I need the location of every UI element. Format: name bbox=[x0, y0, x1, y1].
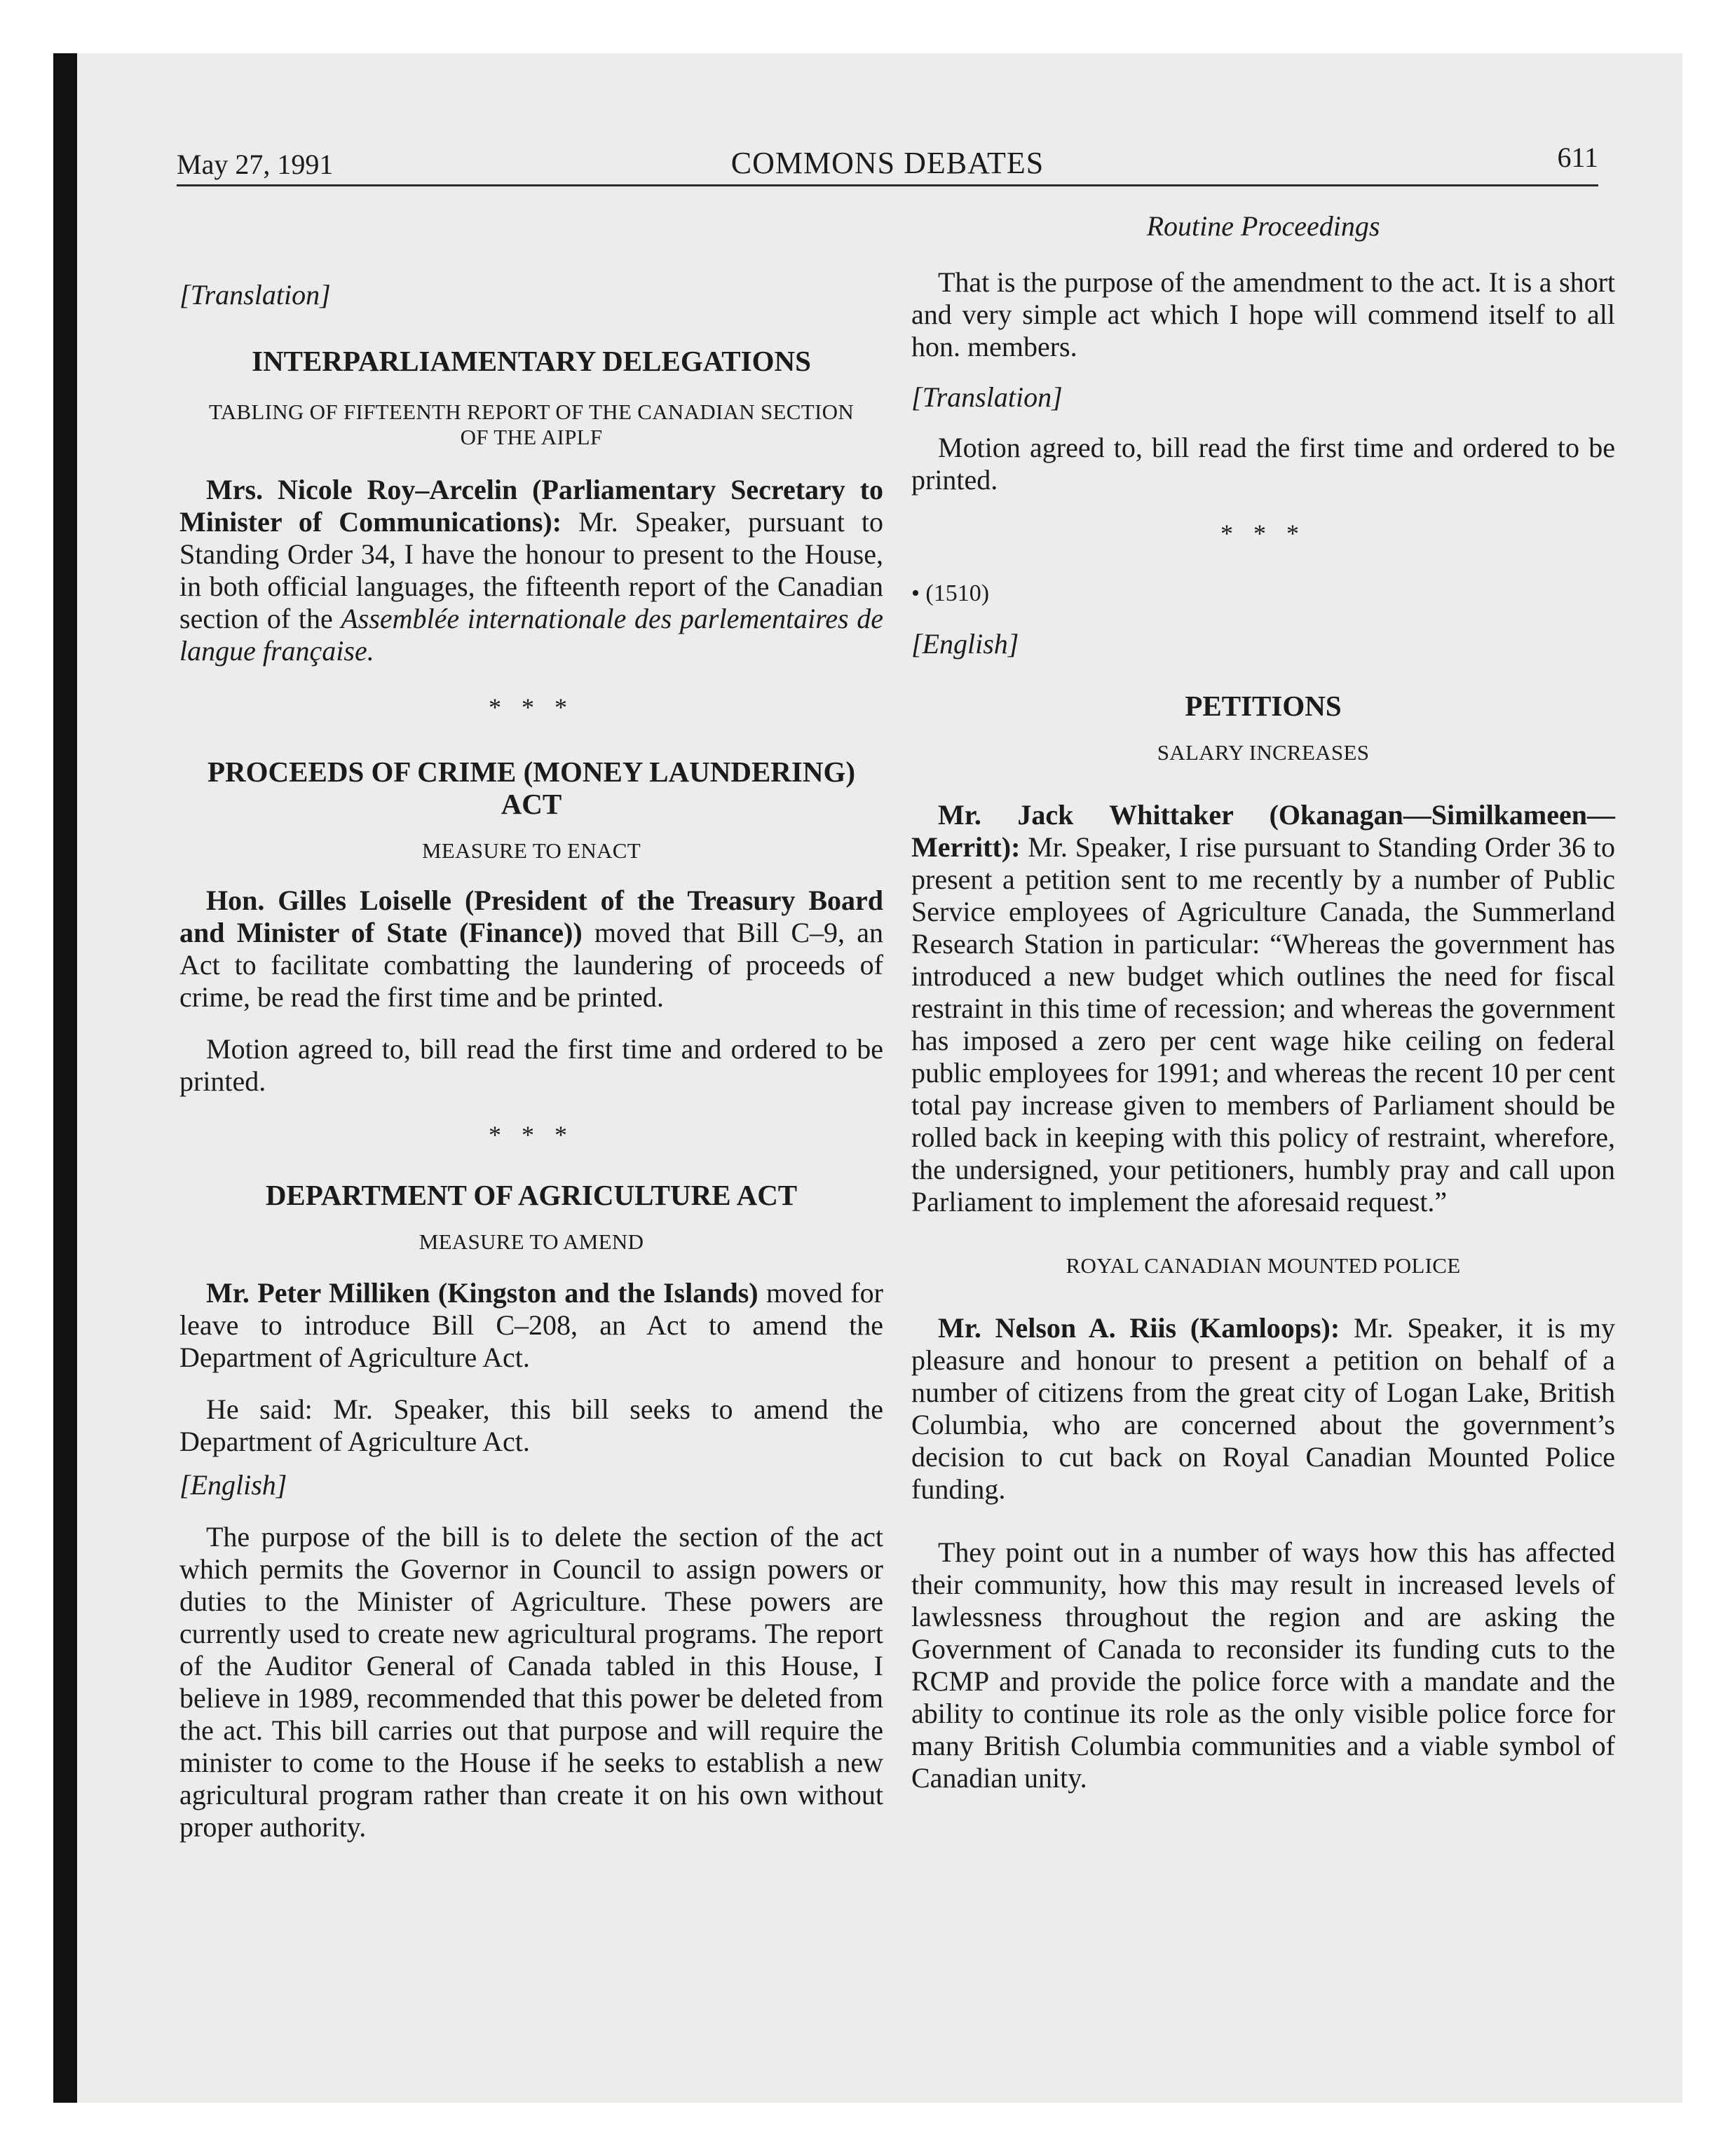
subheading-rcmp: ROYAL CANADIAN MOUNTED POLICE bbox=[1066, 1253, 1461, 1278]
left-column bbox=[179, 210, 883, 1843]
speaker-milliken: Mr. Peter Milliken (Kingston and the Islands) bbox=[206, 1277, 758, 1309]
paragraph-he-said: He said: Mr. Speaker, this bill seeks to amend the Department of Agriculture Act. bbox=[179, 1393, 883, 1457]
right-column bbox=[911, 210, 1615, 1794]
speaker-riis: Mr. Nelson A. Riis (Kamloops): bbox=[938, 1312, 1340, 1344]
speech-milliken: moved for leave to introduce Bill C–208, an Act to amend the Department of Agriculture Act. bbox=[179, 1277, 883, 1373]
subheading-tabling-report: TABLING OF FIFTEENTH REPORT OF THE CANADIAN SECTION OF THE AIPLF bbox=[208, 400, 855, 449]
translation-tag: [Translation] bbox=[911, 381, 1063, 413]
speaker-roy-arcelin: Mrs. Nicole Roy–Arcelin (Parliamentary Secretary to Minister of Communications): bbox=[179, 474, 883, 538]
paragraph-roy-arcelin bbox=[179, 474, 883, 667]
section-heading-petitions: PETITIONS bbox=[1185, 690, 1342, 722]
speaker-loiselle: Hon. Gilles Loiselle (President of the Treasury Board and Minister of State (Finance)) bbox=[179, 885, 883, 948]
subheading-measure-to-amend: MEASURE TO AMEND bbox=[419, 1229, 644, 1254]
section-separator: * * * bbox=[489, 1121, 574, 1149]
english-tag: [English] bbox=[911, 628, 1019, 660]
page-header bbox=[177, 140, 1598, 186]
paragraph-bill-purpose: The purpose of the bill is to delete the section of the act which permits the Governor in Council to assign powers or duties to the Minister of Agriculture. These powers are currently used to create new agricultural programs. The report of the Auditor General of Canada tabled in this House, I believe in 1989, recommended that this power be deleted from the act. This bill carries out that purpose and will require the minister to come to the House if he seeks to establish a new agricultural program rather than create it on his own without proper authority. bbox=[179, 1521, 883, 1843]
section-heading-delegations: INTERPARLIAMENTARY DELEGATIONS bbox=[252, 345, 811, 377]
speech-loiselle: moved that Bill C–9, an Act to facilitate combatting the laundering of proceeds of crime, be read the first time and be printed. bbox=[179, 917, 883, 1013]
speech-roy-arcelin: Mr. Speaker, pursuant to Standing Order 34, I have the honour to present to the House, in both official languages, the fifteenth report of the Canadian section of the bbox=[179, 506, 883, 634]
speaker-whittaker: Mr. Jack Whittaker (Okanagan—Similkameen—Merritt): bbox=[911, 799, 1615, 863]
assemblee-name: Assemblée internationale des parlementaires de langue française. bbox=[179, 603, 883, 667]
paragraph-milliken bbox=[179, 1277, 883, 1374]
scan-edge-shadow bbox=[53, 53, 77, 2103]
speech-whittaker: Mr. Speaker, I rise pursuant to Standing Order 36 to present a petition sent to me recently by a number of Public Service employees of Agriculture Canada, the Summerland Research Station in particular: “Whereas the government has introduced a new budget which outlines the need for fiscal restraint in this time of recession; and whereas the government has imposed a zero per cent wage hike ceiling on federal public employees for 1991; and whereas the recent 10 per cent total pay increase given to members of Parliament should be rolled back in keeping with this policy of restraint, wherefore, the undersigned, your petitioners, humbly pray and call upon Parliament to implement the aforesaid request.” bbox=[911, 831, 1615, 1217]
motion-agreed-bill-c208: Motion agreed to, bill read the first time and ordered to be printed. bbox=[911, 432, 1615, 496]
section-separator: * * * bbox=[1220, 519, 1306, 547]
english-tag: [English] bbox=[179, 1469, 287, 1501]
paragraph-whittaker bbox=[911, 799, 1615, 1218]
subheading-salary-increases: SALARY INCREASES bbox=[1157, 740, 1370, 765]
header-page-number: 611 bbox=[1557, 142, 1598, 173]
speech-riis: Mr. Speaker, it is my pleasure and honour to present a petition on behalf of a number of citizens from the great city of Logan Lake, British Columbia, who are concerned about the government’s decision to cut back on Royal Canadian Mounted Police funding. bbox=[911, 1312, 1615, 1505]
motion-agreed-bill-c9: Motion agreed to, bill read the first time and ordered to be printed. bbox=[179, 1033, 883, 1097]
running-head: Routine Proceedings bbox=[1146, 210, 1380, 242]
section-heading-agriculture-act: DEPARTMENT OF AGRICULTURE ACT bbox=[265, 1179, 798, 1211]
subheading-measure-to-enact: MEASURE TO ENACT bbox=[422, 838, 641, 863]
time-marker: • (1510) bbox=[911, 580, 990, 606]
paragraph-riis-continued: They point out in a number of ways how this has affected their community, how this may result in increased levels of lawlessness throughout the region and are asking the Government of Canada to reconsider its funding cuts to the RCMP and provide the police force with a mandate and the ability to continue its role as the only visible police force for many British Columbia communities and a viable symbol of Canadian unity. bbox=[911, 1536, 1615, 1794]
paragraph-loiselle bbox=[179, 885, 883, 1014]
section-separator: * * * bbox=[489, 693, 574, 721]
translation-tag: [Translation] bbox=[179, 279, 331, 311]
header-title: COMMONS DEBATES bbox=[730, 146, 1045, 180]
paragraph-amendment-purpose: That is the purpose of the amendment to the act. It is a short and very simple act which I hope will commend itself to all hon. members. bbox=[911, 266, 1615, 362]
paragraph-riis bbox=[911, 1312, 1615, 1506]
section-heading-proceeds-of-crime: PROCEEDS OF CRIME (MONEY LAUNDERING) ACT bbox=[207, 756, 856, 820]
header-date: May 27, 1991 bbox=[177, 149, 334, 180]
